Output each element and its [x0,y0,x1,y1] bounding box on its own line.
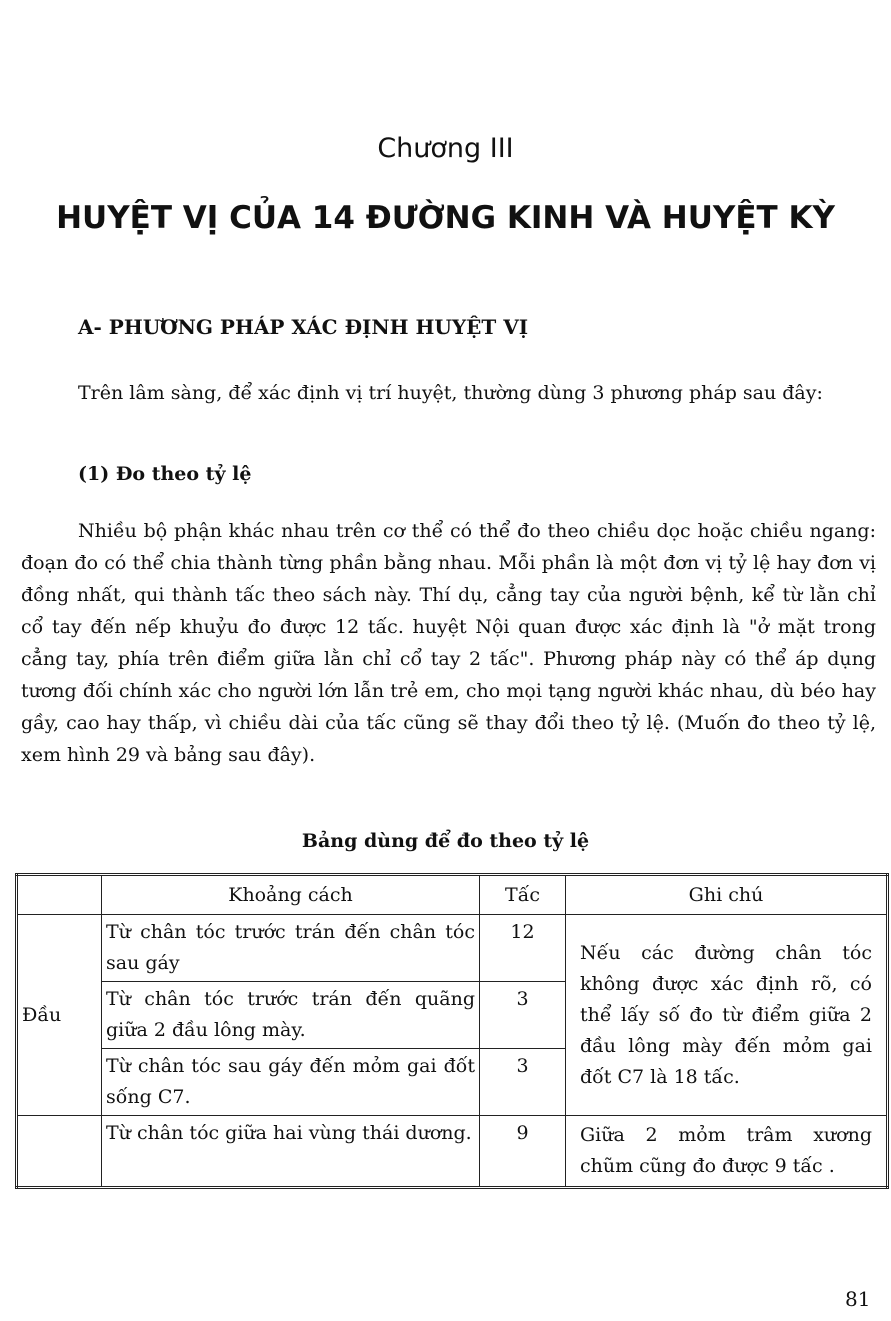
distance-cell: Từ chân tóc trước trán đến quãng giữa 2 đầu lông mày. [102,982,480,1049]
tac-cell: 3 [480,1049,566,1116]
chapter-title: HUYỆT VỊ CỦA 14 ĐƯỜNG KINH VÀ HUYỆT KỲ [56,200,835,236]
note-cell: Nếu các đường chân tóc không được xác định rõ, có thể lấy số đo từ điểm giữa 2 đầu lông mày đến mỏm gai đốt C7 là 18 tấc. [566,915,888,1116]
section-heading: A- PHƯƠNG PHÁP XÁC ĐỊNH HUYỆT VỊ [78,315,529,339]
table-header-row [17,875,888,915]
chapter-label: Chương III [377,133,514,164]
region-cell: Đầu [17,915,102,1116]
table-caption: Bảng dùng để đo theo tỷ lệ [301,830,590,852]
header-note: Ghi chú [566,875,888,915]
intro-paragraph: Trên lâm sàng, để xác định vị trí huyệt, thường dùng 3 phương pháp sau đây: [78,382,823,404]
tac-cell: 3 [480,982,566,1049]
header-tac: Tấc [480,875,566,915]
table-row [17,915,888,982]
empty-region-cell [17,1116,102,1188]
measurement-table [15,873,889,1189]
header-distance: Khoảng cách [102,875,480,915]
distance-cell: Từ chân tóc sau gáy đến mỏm gai đốt sống C7. [102,1049,480,1116]
distance-cell: Từ chân tóc giữa hai vùng thái dương. [102,1116,480,1188]
distance-cell: Từ chân tóc trước trán đến chân tóc sau gáy [102,915,480,982]
table-row [17,1116,888,1188]
tac-cell: 12 [480,915,566,982]
body-paragraph: Nhiều bộ phận khác nhau trên cơ thể có thể đo theo chiều dọc hoặc chiều ngang: đoạn đo có thể chia thành từng phần bằng nhau. Mỗi phần là một đơn vị tỷ lệ hay đơn vị đồng nhất, qui thành tấc theo sách này. Thí dụ, cẳng tay của người bệnh, kể từ lằn chỉ cổ tay đến nếp khuỷu đo được 12 tấc. huyệt Nội quan được xác định là "ở mặt trong cẳng tay, phía trên điểm giữa lằn chỉ cổ tay 2 tấc". Phương pháp này có thể áp dụng tương đối chính xác cho người lớn lẫn trẻ em, cho mọi tạng người khác nhau, dù béo hay gầy, cao hay thấp, vì chiều dài của tấc cũng sẽ thay đổi theo tỷ lệ. (Muốn đo theo tỷ lệ, xem hình 29 và bảng sau đây). [21,520,876,766]
note-cell: Giữa 2 mỏm trâm xương chũm cũng đo được 9 tấc . [566,1116,888,1188]
subheading: (1) Đo theo tỷ lệ [78,463,252,485]
page-number: 81 [845,1287,871,1311]
tac-cell: 9 [480,1116,566,1188]
header-region [17,875,102,915]
